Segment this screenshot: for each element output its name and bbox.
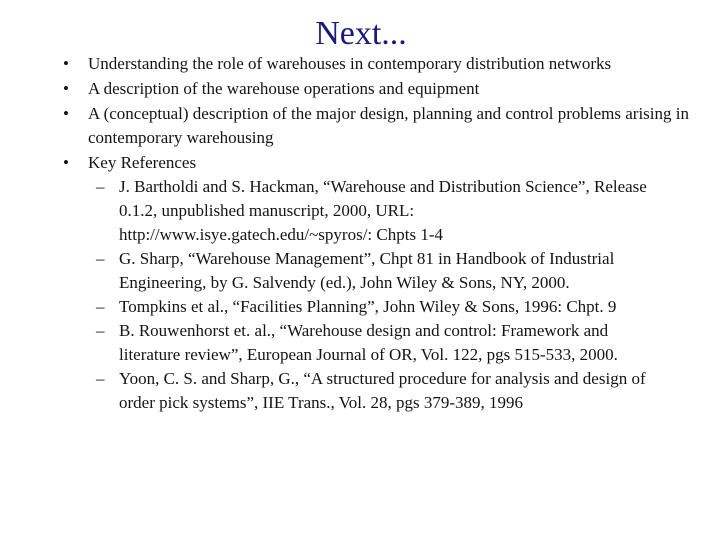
bullet-item [56, 151, 696, 415]
dash-marker: – [96, 297, 105, 316]
bullet-text: A (conceptual) description of the major design, planning and control problems arising in contemporary warehousing [88, 104, 689, 147]
bullet-marker: • [63, 54, 69, 73]
reference-list [88, 175, 696, 415]
reference-item [88, 367, 649, 415]
reference-item [88, 295, 649, 319]
bullet-text: Key References [88, 153, 197, 172]
bullet-list [56, 52, 696, 416]
dash-marker: – [96, 321, 105, 340]
bullet-text: Understanding the role of warehouses in contemporary distribution networks [88, 54, 612, 73]
reference-text: Yoon, C. S. and Sharp, G., “A structured procedure for analysis and design of order pick systems”, IIE Trans., Vol. 28, pgs 379-389, 1996 [119, 369, 646, 412]
bullet-item [56, 102, 696, 150]
reference-text: B. Rouwenhorst et. al., “Warehouse design and control: Framework and literature review”, European Journal of OR, Vol. 122, pgs 515-533, 2000. [119, 321, 618, 364]
reference-item [88, 319, 649, 367]
reference-text: G. Sharp, “Warehouse Management”, Chpt 81 in Handbook of Industrial Engineering, by G. Salvendy (ed.), John Wiley & Sons, NY, 2000. [119, 249, 615, 292]
slide-title: Next... [315, 15, 407, 52]
bullet-marker: • [63, 79, 69, 98]
bullet-item [56, 77, 696, 101]
dash-marker: – [96, 369, 105, 388]
dash-marker: – [96, 249, 105, 268]
bullet-item [56, 52, 696, 76]
bullet-text: A description of the warehouse operations and equipment [88, 79, 480, 98]
reference-text: J. Bartholdi and S. Hackman, “Warehouse and Distribution Science”, Release 0.1.2, unpublished manuscript, 2000, URL: http://www.isye.gatech.edu/~spyros/: Chpts 1-4 [119, 177, 647, 244]
dash-marker: – [96, 177, 105, 196]
reference-item [88, 247, 649, 295]
reference-item [88, 175, 649, 247]
bullet-marker: • [63, 104, 69, 123]
reference-text: Tompkins et al., “Facilities Planning”, John Wiley & Sons, 1996: Chpt. 9 [119, 297, 617, 316]
bullet-marker: • [63, 153, 69, 172]
